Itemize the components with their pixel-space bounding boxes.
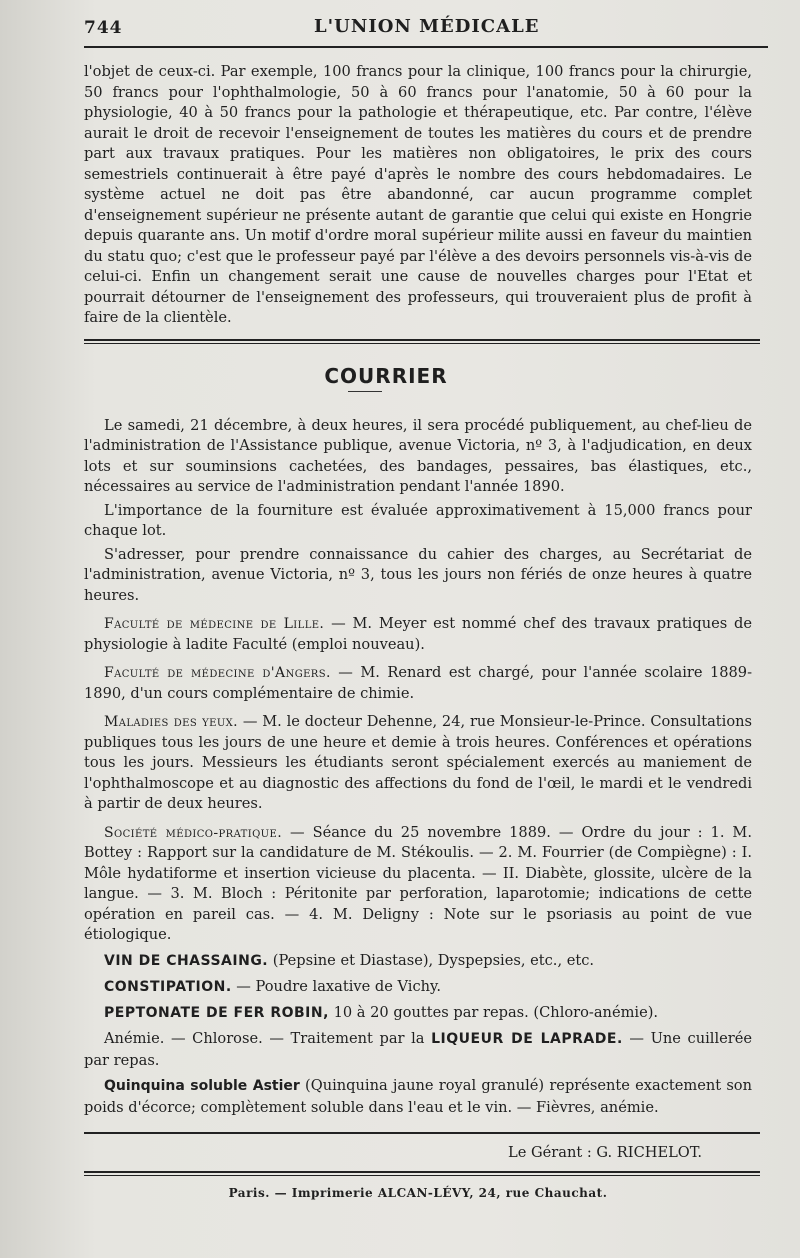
ad-robin [84, 1002, 752, 1024]
ad-lead: Anémie. — Chlorose. — Traitement par la [104, 1029, 425, 1047]
ad-laprade [84, 1028, 752, 1071]
ad-text: (Pepsine et Diastase), Dyspepsies, etc., etc. [272, 951, 595, 969]
page-number: 744 [84, 18, 123, 38]
courrier-paragraph-1: Le samedi, 21 décembre, à deux heures, il sera procédé publiquement, au chef-lieu de l'administration de l'Assistance publique, avenue Victoria, nº 3, à l'adjudication, en deux lots et sur souminsions cachetées, des bandages, pessaires, bas élastiques, etc., nécessaires au service de l'administration pendant l'année 1890. [84, 416, 752, 495]
notice-body: — M. Renard est chargé, pour l'année scolaire 1889-1890, d'un cours complémentaire de chimie. [84, 664, 753, 702]
ad-product-name: LIQUEUR DE LAPRADE. [431, 1030, 623, 1047]
title-underline [348, 391, 382, 392]
notice-head: Maladies des yeux. [104, 714, 239, 730]
ad-constipation [84, 976, 752, 998]
ad-product-name: PEPTONATE DE FER ROBIN, [104, 1004, 329, 1021]
header-rule [84, 46, 768, 48]
ad-product-name: Quinquina soluble Astier [104, 1077, 300, 1094]
notice-head: Société médico-pratique. [104, 824, 283, 841]
ad-product-name: CONSTIPATION. [104, 978, 232, 995]
footer-rule [84, 1132, 760, 1134]
section-divider [84, 339, 760, 344]
intro-paragraph: l'objet de ceux-ci. Par exemple, 100 francs pour la clinique, 100 francs pour la chirurgie, 50 francs pour l'ophthalmologie, 50 à 60 francs pour l'anatomie, 50 à 60 pour la physiologie, 40 à 50 francs pour la pathologie et thérapeutique, etc. Par contre, l'élève aurait le droit de recevoir l'enseignement de toutes les matières du cours et de prendre part aux travaux pratiques. Pour les matières non obligatoires, le prix des cours semestriels continuerait à être payé d'après le nombre des cours hebdomadaires. Le système actuel ne doit pas être abandonné, car aucun programme complet d'enseignement supérieur ne présente autant de garantie que celui qui existe en Hongrie depuis quarante ans. Un motif d'ordre moral supérieur milite aussi en faveur du maintien du statu quo; c'est que le professeur payé par l'élève a des devoirs personnels vis-à-vis de celui-ci. Enfin un changement serait une cause de nouvelles charges pour l'Etat et pourrait détourner de l'enseignement des professeurs, qui trouveraient plus de profit à faire de la clientèle. [84, 63, 752, 326]
ad-astier [84, 1075, 752, 1118]
notice-societe [84, 823, 752, 946]
notice-head: Faculté de médecine d'Angers. [104, 665, 331, 681]
ad-text: — Poudre laxative de Vichy. [236, 977, 441, 995]
courrier-section [84, 416, 752, 946]
notice-lille [84, 614, 752, 655]
ad-text: (Quinquina jaune royal granulé) représente exactement son poids d'écorce; complètement soluble dans l'eau et le vin. — Fièvres, anémie. [84, 1076, 752, 1116]
notice-body: — Séance du 25 novembre 1889. — Ordre du jour : 1. M. Bottey : Rapport sur la candidature de M. Stékoulis. — 2. M. Fourrier (de Compiègne) : I. Môle hydatiforme et insertion vicieuse du placenta. — II. Diabète, glossite, ulcère de la langue. — 3. M. Bloch : Péritonite par perforation, laparotomie; indications de cette opération en pareil cas. — 4. M. Deligny : Note sur le psoriasis au point de vue étiologique. [84, 823, 753, 943]
courrier-paragraph-2: L'importance de la fourniture est évaluée approximativement à 15,000 francs pour chaque lot. [84, 501, 752, 539]
journal-title: L'UNION MÉDICALE [314, 16, 540, 37]
printer-imprint: Paris. — Imprimerie ALCAN-LÉVY, 24, rue Chauchat. [228, 1185, 608, 1200]
courrier-paragraph-3: S'adresser, pour prendre connaissance du cahier des charges, au Secrétariat de l'administration, avenue Victoria, nº 3, tous les jours non fériés de onze heures à quatre heures. [84, 545, 752, 604]
notice-body: — M. Meyer est nommé chef des travaux pratiques de physiologie à ladite Faculté (emploi nouveau). [84, 615, 752, 653]
section-title: COURRIER [324, 363, 448, 388]
ad-text: — Une cuillerée par repas. [84, 1029, 753, 1069]
ad-product-name: VIN DE CHASSAING. [104, 952, 269, 969]
ad-text: 10 à 20 gouttes par repas. (Chloro-anémie). [333, 1003, 659, 1021]
notice-maladies-yeux [84, 712, 752, 815]
gerant-signature: Le Gérant : G. RICHELOT. [508, 1143, 702, 1161]
notice-head: Faculté de médecine de Lille. [104, 616, 325, 632]
imprint-rule [84, 1171, 760, 1176]
notice-body: — M. le docteur Dehenne, 24, rue Monsieur-le-Prince. Consultations publiques tous les jours de une heure et demie à trois heures. Conférences et opérations tous les jours. Messieurs les étudiants seront spécialement exercés au maniement de l'ophthalmoscope et au diagnostic des affections du fond de l'œil, le mardi et le vendredi à partir de deux heures. [84, 713, 753, 812]
notice-angers [84, 663, 752, 704]
ad-chassaing [84, 950, 752, 972]
advertisements [84, 950, 752, 1118]
running-head [84, 14, 752, 46]
